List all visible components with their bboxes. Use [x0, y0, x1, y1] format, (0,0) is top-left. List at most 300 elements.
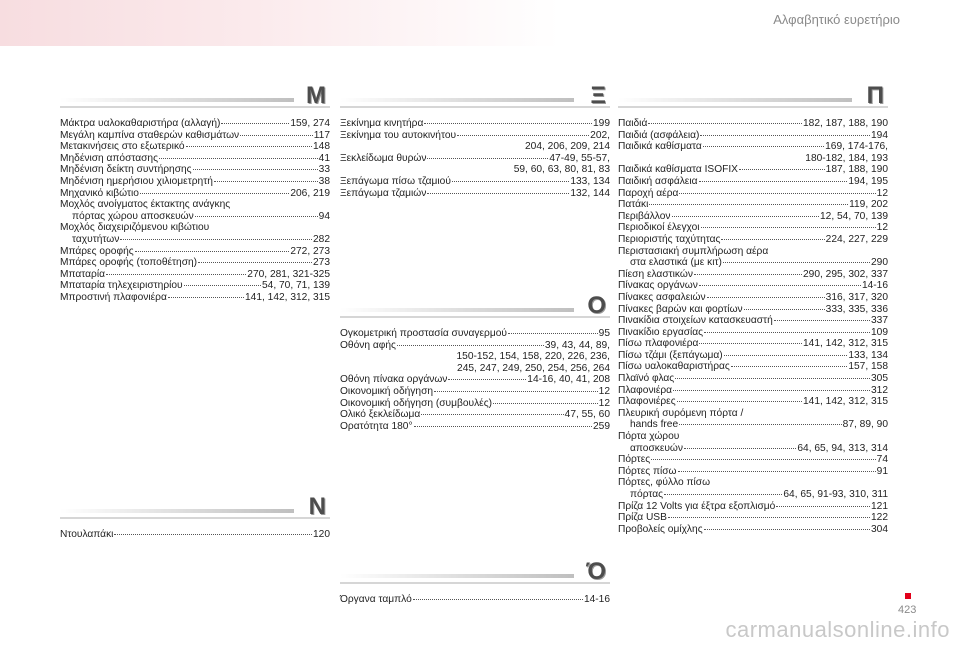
index-entry — [618, 512, 888, 524]
dot-leader — [414, 426, 592, 427]
dot-leader — [214, 181, 318, 182]
entry-pages: 206, 219 — [290, 187, 330, 199]
entry-line — [60, 164, 330, 176]
index-entry — [618, 211, 888, 223]
dot-leader — [776, 506, 870, 507]
dot-leader — [427, 193, 569, 194]
index-entries — [618, 118, 888, 535]
index-entry — [618, 477, 888, 500]
section-letter: Ό — [586, 558, 606, 585]
page-header-title: Αλφαβητικό ευρετήριο — [773, 12, 900, 27]
entry-line — [340, 386, 610, 398]
entry-term: Πόρτες — [618, 454, 651, 466]
section-M — [60, 84, 330, 304]
entry-line — [340, 421, 610, 433]
header-band — [0, 0, 560, 46]
entry-term: Ορατότητα 180° — [340, 420, 413, 432]
section-rule — [60, 509, 294, 513]
entry-term: Πλαφονιέρες — [618, 396, 676, 408]
dot-leader — [421, 414, 563, 415]
index-entry — [618, 164, 888, 176]
entry-line — [618, 454, 888, 466]
entry-term: Πρίζα 12 Volts για έξτρα εξοπλισμό — [618, 500, 776, 512]
dot-leader — [168, 297, 244, 298]
entry-term: Προβολείς ομίχλης — [618, 523, 703, 535]
dot-leader — [140, 193, 289, 194]
index-entry — [618, 327, 888, 339]
entry-pages: 148 — [313, 141, 330, 153]
entry-term: Πινακίδιο εργασίας — [618, 326, 704, 338]
entry-line — [60, 529, 330, 541]
index-entry — [618, 118, 888, 130]
entry-term: Πόρτα χώρου — [618, 431, 680, 443]
section-rule — [340, 574, 574, 578]
dot-leader — [184, 285, 261, 286]
entry-term-continued: ταχυτήτων — [72, 233, 120, 245]
entry-line — [60, 130, 330, 142]
index-entries — [340, 118, 610, 199]
entry-pages-continued: 180-182, 184, 193 — [805, 152, 888, 164]
index-entry — [340, 176, 610, 188]
index-entry — [60, 141, 330, 153]
entry-line — [618, 350, 888, 362]
section-letter: Π — [866, 82, 884, 109]
index-entry — [60, 164, 330, 176]
entry-pages: 259 — [593, 420, 610, 432]
section-rule — [618, 98, 852, 102]
section-rule — [340, 308, 574, 312]
dot-leader — [648, 123, 802, 124]
entry-pages: 109 — [871, 326, 888, 338]
entry-term: Μηδένιση απόστασης — [60, 152, 159, 164]
entry-line — [60, 292, 330, 304]
entry-pages: 157, 158 — [848, 361, 888, 373]
entry-term-continued: πόρτας χώρου αποσκευών — [72, 210, 194, 222]
index-entry — [60, 257, 330, 269]
dot-leader — [195, 216, 318, 217]
entry-term: Παιδικά καθίσματα ISOFIX — [618, 164, 738, 176]
dot-leader — [678, 471, 876, 472]
entry-term: Παιδιά — [618, 118, 648, 129]
index-entry — [618, 269, 888, 281]
entry-pages: 14-16 — [583, 594, 610, 605]
entry-line — [340, 409, 610, 421]
entry-term: Παιδιά (ασφάλεια) — [618, 129, 700, 141]
dot-leader — [114, 534, 312, 535]
entry-term-continued: στα ελαστικά (με κιτ) — [630, 257, 722, 269]
entry-pages: 54, 70, 71, 139 — [262, 280, 330, 292]
entry-pages: 304 — [871, 523, 888, 535]
dot-leader — [427, 158, 548, 159]
entry-term: Ξεπάγωμα τζαμιών — [340, 187, 427, 199]
index-entry — [60, 188, 330, 200]
dot-leader — [668, 517, 870, 518]
entry-line — [60, 188, 330, 200]
entry-pages: 12, 54, 70, 139 — [820, 210, 888, 222]
entry-line — [618, 315, 888, 327]
entry-line — [340, 374, 610, 386]
index-entry — [618, 234, 888, 246]
section-rule — [340, 98, 574, 102]
section-header — [60, 495, 330, 519]
index-entry — [618, 246, 888, 269]
entry-term: Παιδική ασφάλεια — [618, 175, 698, 187]
entry-pages: 272, 273 — [290, 245, 330, 257]
index-entry — [340, 188, 610, 200]
index-entry — [60, 529, 330, 541]
entry-pages: 95 — [598, 328, 610, 339]
dot-leader — [457, 135, 589, 136]
entry-term: Ξεκίνημα του αυτοκινήτου — [340, 129, 457, 141]
dot-leader — [739, 169, 825, 170]
entry-pages: 39, 43, 44, 89, — [544, 339, 610, 351]
entry-term: Πατάκι — [618, 199, 649, 211]
entry-term: Όργανα ταμπλό — [340, 594, 412, 605]
entry-pages-continued: 150-152, 154, 158, 220, 226, 236, — [456, 351, 610, 363]
section-N — [60, 495, 330, 541]
index-entry — [618, 292, 888, 304]
entry-line — [340, 594, 610, 606]
entry-line — [618, 269, 888, 281]
entry-pages: 159, 274 — [290, 118, 330, 129]
entry-pages: 91 — [876, 465, 888, 477]
page-number: 423 — [898, 604, 917, 616]
index-entry — [60, 269, 330, 281]
entry-line — [618, 524, 888, 536]
index-entry — [618, 176, 888, 188]
entry-term: Οθόνη αφής — [340, 339, 396, 351]
index-entry — [618, 188, 888, 200]
dot-leader — [704, 529, 870, 530]
entry-pages: 141, 142, 312, 315 — [803, 338, 888, 350]
section-header — [340, 84, 610, 108]
entry-line — [60, 246, 330, 258]
entry-pages: 169, 174-176, — [825, 141, 888, 153]
entry-pages: 94 — [318, 210, 330, 222]
index-entry — [618, 315, 888, 327]
entry-line — [60, 257, 330, 269]
dot-leader — [664, 494, 782, 495]
entry-term: Μπάρες οροφής — [60, 245, 134, 257]
entry-line — [60, 176, 330, 188]
entry-line — [618, 118, 888, 130]
entry-line — [60, 211, 330, 223]
entry-term: Πίνακας οργάνων — [618, 280, 698, 292]
index-entry — [618, 524, 888, 536]
index-entry — [618, 304, 888, 316]
dot-leader — [774, 320, 870, 321]
dot-leader — [744, 309, 825, 310]
entry-pages: 132, 144 — [570, 187, 610, 199]
entry-pages: 64, 65, 91-93, 310, 311 — [783, 489, 888, 500]
entry-term-continued: αποσκευών — [630, 442, 683, 454]
section-rule — [60, 98, 294, 102]
entry-term: Μηδένιση ημερήσιου χιλιομετρητή — [60, 175, 213, 187]
index-entry — [340, 328, 610, 340]
entry-pages: 187, 188, 190 — [825, 164, 888, 176]
entry-line — [340, 398, 610, 410]
entry-line — [618, 211, 888, 223]
entry-term: Πινακίδια στοιχείων κατασκευαστή — [618, 315, 773, 327]
section-Xi — [340, 84, 610, 199]
entry-pages: 12 — [876, 222, 888, 234]
entry-line — [618, 292, 888, 304]
entry-line — [618, 257, 888, 269]
index-entries — [60, 118, 330, 304]
entry-line — [60, 153, 330, 165]
entry-pages: 47-49, 55-57, — [549, 152, 610, 164]
index-entry — [618, 130, 888, 142]
entry-pages: 12 — [598, 385, 610, 397]
entry-line — [60, 118, 330, 130]
index-entry — [618, 501, 888, 513]
entry-term: Παροχή αέρα — [618, 187, 679, 199]
dot-leader — [106, 274, 246, 275]
entry-pages: 64, 65, 94, 313, 314 — [797, 442, 888, 454]
section-header — [340, 294, 610, 318]
dot-leader — [699, 285, 861, 286]
entry-line — [618, 222, 888, 234]
dot-leader — [649, 204, 848, 205]
section-O — [340, 294, 610, 432]
entry-term-continued: πόρτας — [630, 489, 664, 500]
entry-term: Ξεκλείδωμα θυρών — [340, 152, 427, 164]
entry-pages: 282 — [313, 233, 330, 245]
index-entry — [60, 280, 330, 292]
entry-term: Μηδένιση δείκτη συντήρησης — [60, 164, 192, 176]
entry-pages: 316, 317, 320 — [825, 291, 888, 303]
entry-line — [618, 338, 888, 350]
entry-term: Μπαταρία — [60, 268, 105, 280]
section-O-tonos — [340, 560, 610, 606]
index-entry — [618, 408, 888, 431]
entry-term: Μάκτρα υαλοκαθαριστήρα (αλλαγή) — [60, 118, 221, 129]
entry-line — [60, 234, 330, 246]
dot-leader — [704, 332, 870, 333]
entry-line — [618, 280, 888, 292]
entry-line — [618, 466, 888, 478]
entry-line — [340, 188, 610, 200]
entry-term: Μηχανικό κιβώτιο — [60, 187, 139, 199]
dot-leader — [493, 403, 598, 404]
dot-leader — [413, 599, 583, 600]
entry-line — [618, 188, 888, 200]
entry-pages: 12 — [876, 187, 888, 199]
entry-pages: 224, 227, 229 — [825, 233, 888, 245]
dot-leader — [723, 262, 870, 263]
entry-line — [618, 361, 888, 373]
entry-line — [618, 130, 888, 142]
index-entry — [618, 350, 888, 362]
index-entry — [340, 421, 610, 433]
index-entry — [618, 373, 888, 385]
entry-term: Ογκομετρική προστασία συναγερμού — [340, 328, 507, 339]
entry-line — [340, 130, 610, 142]
index-entry — [60, 222, 330, 245]
dot-leader — [452, 181, 569, 182]
dot-leader — [731, 366, 848, 367]
entry-term: Πίνακες ασφαλειών — [618, 291, 706, 303]
entry-line — [618, 385, 888, 397]
entry-pages-continued: 204, 206, 209, 214 — [525, 141, 610, 153]
entry-term: Πίσω πλαφονιέρα — [618, 338, 699, 350]
entry-line — [340, 340, 610, 352]
entry-pages: 87, 89, 90 — [842, 419, 888, 431]
entry-term: Πόρτες, φύλλο πίσω — [618, 477, 711, 489]
entry-line — [618, 141, 888, 153]
entry-line — [618, 501, 888, 513]
dot-leader — [193, 169, 318, 170]
index-entry — [618, 199, 888, 211]
index-entry — [340, 153, 610, 176]
entry-term: Ξεπάγωμα πίσω τζαμιού — [340, 175, 451, 187]
dot-leader — [120, 239, 312, 240]
entry-line — [618, 304, 888, 316]
dot-leader — [186, 146, 312, 147]
index-entry — [60, 199, 330, 222]
index-entry — [60, 176, 330, 188]
entry-pages: 120 — [313, 529, 330, 540]
entry-pages: 194, 195 — [848, 175, 888, 187]
entry-pages: 194 — [871, 129, 888, 141]
entry-pages: 33 — [318, 164, 330, 176]
index-entries — [340, 594, 610, 606]
entry-term: Μετακινήσεις στο εξωτερικό — [60, 141, 185, 153]
entry-term: Μοχλός ανοίγματος έκτακτης ανάγκης — [60, 199, 231, 211]
dot-leader — [724, 355, 848, 356]
entry-pages: 202, — [590, 129, 610, 141]
dot-leader — [673, 390, 870, 391]
entry-pages: 133, 134 — [570, 175, 610, 187]
entry-pages-continued: 245, 247, 249, 250, 254, 256, 264 — [457, 362, 610, 374]
section-P — [618, 84, 888, 535]
entry-term: Οθόνη πίνακα οργάνων — [340, 374, 448, 386]
index-entry — [60, 153, 330, 165]
entry-pages: 333, 335, 336 — [825, 303, 888, 315]
index-entry — [618, 396, 888, 408]
dot-leader — [508, 333, 598, 334]
dot-leader — [684, 448, 796, 449]
dot-leader — [448, 379, 526, 380]
entry-pages: 133, 134 — [848, 349, 888, 361]
dot-leader — [675, 378, 870, 379]
entry-line — [618, 443, 888, 455]
entry-term: Οικονομική οδήγηση — [340, 385, 434, 397]
entry-line — [618, 199, 888, 211]
entry-term: Περιστασιακή συμπλήρωση αέρα — [618, 245, 769, 257]
dot-leader — [707, 297, 825, 298]
index-entry — [618, 466, 888, 478]
entry-term: Μπαταρία τηλεχειριστηρίου — [60, 280, 183, 292]
dot-leader — [699, 181, 848, 182]
dot-leader — [135, 251, 290, 252]
section-header — [618, 84, 888, 108]
entry-term: Πίσω τζάμι (ξεπάγωμα) — [618, 349, 723, 361]
index-entry — [60, 246, 330, 258]
index-entry — [340, 118, 610, 130]
entry-term: Μπάρες οροφής (τοποθέτηση) — [60, 257, 198, 269]
entry-pages: 117 — [313, 129, 330, 141]
entry-term: Πόρτες πίσω — [618, 465, 677, 477]
dot-leader — [677, 401, 802, 402]
index-entry — [60, 292, 330, 304]
entry-pages: 47, 55, 60 — [564, 409, 610, 421]
entry-pages: 270, 281, 321-325 — [247, 268, 330, 280]
entry-pages: 290, 295, 302, 337 — [803, 268, 888, 280]
entry-line — [618, 489, 888, 501]
entry-pages: 312 — [871, 384, 888, 396]
entry-pages: 41 — [318, 152, 330, 164]
index-entry — [340, 130, 610, 153]
dot-leader — [240, 135, 313, 136]
entry-pages: 273 — [313, 257, 330, 269]
index-entry — [618, 454, 888, 466]
entry-line — [340, 118, 610, 130]
entry-term: Οικονομική οδήγηση (συμβουλές) — [340, 397, 493, 409]
dot-leader — [198, 262, 312, 263]
entry-term: Πρίζα USB — [618, 512, 667, 524]
dot-leader — [721, 239, 824, 240]
entry-term: Ντουλαπάκι — [60, 529, 114, 540]
entry-line — [60, 141, 330, 153]
index-entry — [340, 386, 610, 398]
index-entries — [60, 529, 330, 541]
entry-term: Περιοδικοί έλεγχοι — [618, 222, 700, 234]
entry-term: Πίεση ελαστικών — [618, 268, 693, 280]
entry-pages: 305 — [871, 373, 888, 385]
index-entry — [618, 385, 888, 397]
dot-leader — [701, 227, 876, 228]
entry-pages-continued: 59, 60, 63, 80, 81, 83 — [513, 164, 610, 176]
index-entry — [340, 340, 610, 375]
entry-term: Ολικό ξεκλείδωμα — [340, 409, 421, 421]
entry-term: Πλευρική συρόμενη πόρτα / — [618, 407, 744, 419]
entry-line — [618, 176, 888, 188]
entry-term: Παιδικά καθίσματα — [618, 141, 702, 153]
dot-leader — [699, 343, 802, 344]
entry-term: Πλαφονιέρα — [618, 384, 673, 396]
index-entry — [340, 398, 610, 410]
entry-pages: 12 — [598, 397, 610, 409]
dot-leader — [651, 459, 876, 460]
index-entry — [618, 280, 888, 292]
index-entry — [618, 222, 888, 234]
index-entry — [618, 338, 888, 350]
entry-pages: 14-16 — [861, 280, 888, 292]
footer-marker — [905, 593, 911, 599]
entry-pages: 119, 202 — [849, 199, 888, 211]
entry-term: Περιβάλλον — [618, 210, 671, 222]
entry-line — [340, 176, 610, 188]
entry-pages: 74 — [876, 454, 888, 466]
entry-line — [618, 327, 888, 339]
entry-pages: 14-16, 40, 41, 208 — [527, 374, 610, 386]
section-letter: Ξ — [590, 82, 606, 109]
watermark: carmanualsonline.info — [725, 617, 950, 642]
entry-pages: 141, 142, 312, 315 — [803, 396, 888, 408]
entry-line — [618, 419, 888, 431]
index-entry — [60, 130, 330, 142]
dot-leader — [694, 274, 802, 275]
entry-pages: 290 — [871, 257, 888, 269]
index-entry — [340, 409, 610, 421]
entry-pages: 199 — [593, 118, 610, 129]
index-entry — [340, 594, 610, 606]
entry-term: Πλαϊνό φλας — [618, 373, 675, 385]
dot-leader — [424, 123, 592, 124]
index-entry — [618, 141, 888, 164]
dot-leader — [679, 424, 842, 425]
